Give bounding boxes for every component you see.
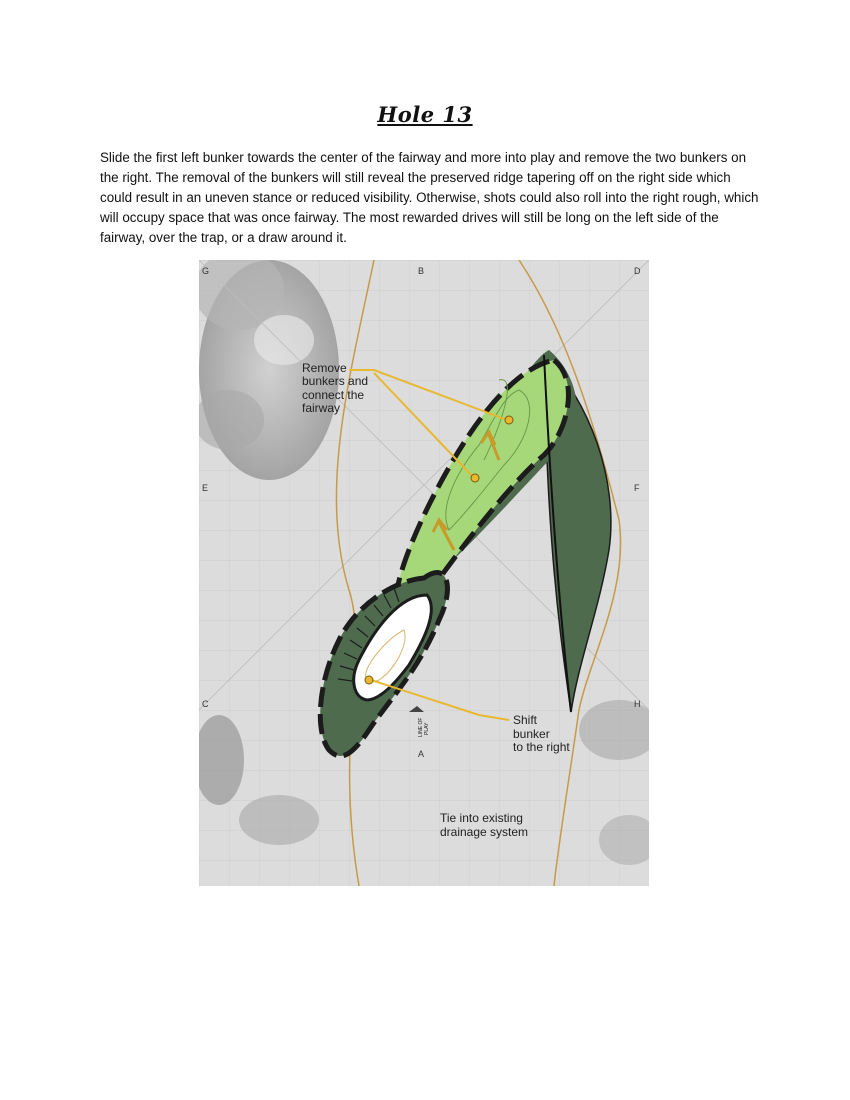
remove-bunkers-label-4: fairway bbox=[302, 401, 341, 415]
page-title: Hole 13 bbox=[377, 102, 473, 127]
callout-dot-1 bbox=[505, 416, 513, 424]
grid-label-d: D bbox=[634, 266, 641, 276]
grid-label-c: C bbox=[202, 699, 209, 709]
shift-bunker-label-2: bunker bbox=[513, 727, 550, 741]
drainage-label-2: drainage system bbox=[440, 825, 529, 839]
grid-label-e: E bbox=[202, 483, 209, 493]
callout-dot-2 bbox=[471, 474, 479, 482]
grid-label-h: H bbox=[634, 699, 641, 709]
remove-bunkers-label-1: Remove bbox=[302, 361, 347, 375]
grid-label-b: B bbox=[418, 266, 425, 276]
drainage-label-1: Tie into existing bbox=[440, 811, 523, 825]
tree-cluster bbox=[239, 795, 319, 845]
description-paragraph: Slide the first left bunker towards the center of the fairway and more into play and remove the two bunkers on the right. The removal of the bunkers will still reveal the preserved ridge tapering off on the right side which could result in an uneven stance or reduced visibility. Otherwise, shots could also roll into the right rough, which will occupy space that was once fairway. The most rewarded drives will still be long on the left side of the fairway, over the trap, or a draw around it. bbox=[100, 150, 759, 245]
grid-label-g: G bbox=[202, 266, 210, 276]
grid-label-a: A bbox=[418, 749, 425, 759]
shift-bunker-label-3: to the right bbox=[513, 740, 570, 754]
shift-bunker-label-1: Shift bbox=[513, 713, 538, 727]
hole-plan-image bbox=[199, 260, 649, 886]
callout-dot-3 bbox=[365, 676, 373, 684]
remove-bunkers-label-3: connect the bbox=[302, 388, 365, 402]
grid-label-f: F bbox=[634, 483, 640, 493]
line-of-play-label-1: LINE OF bbox=[418, 717, 424, 737]
line-of-play-label-2: PLAY bbox=[424, 722, 430, 735]
remove-bunkers-label-2: bunkers and bbox=[302, 374, 369, 388]
